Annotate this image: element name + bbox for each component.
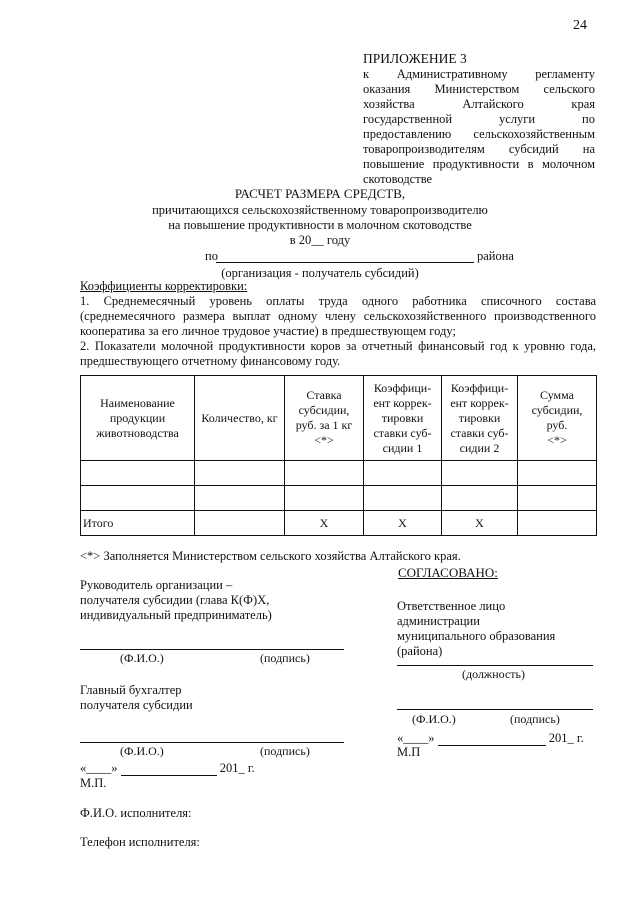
head-signature-block bbox=[80, 578, 360, 623]
table-row bbox=[81, 486, 597, 511]
responsible-date-month-line[interactable] bbox=[438, 733, 546, 746]
responsible-line-2: администрации bbox=[397, 614, 480, 628]
responsible-line-1: Ответственное лицо bbox=[397, 599, 506, 613]
table-cell[interactable] bbox=[442, 486, 518, 511]
organization-fill-line[interactable] bbox=[216, 262, 474, 263]
coefficients-heading: Коэффициенты корректировки: bbox=[80, 279, 248, 293]
table-cell[interactable] bbox=[364, 461, 442, 486]
table-cell[interactable] bbox=[442, 461, 518, 486]
organization-line bbox=[0, 249, 640, 265]
responsible-sign-label: (подпись) bbox=[510, 712, 560, 726]
executor-phone-label: Телефон исполнителя: bbox=[80, 835, 200, 849]
table-header-row bbox=[81, 376, 597, 461]
table-cell[interactable] bbox=[195, 486, 285, 511]
head-line-3: индивидуальный предприниматель) bbox=[80, 608, 272, 622]
accountant-line-1: Главный бухгалтер bbox=[80, 683, 182, 697]
header-quantity: Количество, кг bbox=[195, 376, 285, 461]
accountant-block bbox=[80, 683, 340, 713]
coefficients-list bbox=[80, 294, 596, 369]
calculation-title-year: в 20__ году bbox=[289, 233, 351, 247]
table-cell[interactable] bbox=[285, 486, 364, 511]
table-cell[interactable] bbox=[518, 461, 597, 486]
responsible-block bbox=[397, 599, 597, 659]
table-cell[interactable] bbox=[81, 486, 195, 511]
header-coef-1: Коэффици- ент коррек- тировки ставки суб- сидии 1 bbox=[364, 376, 442, 461]
header-product: Наименование продукции животноводства bbox=[81, 376, 195, 461]
table-total-row bbox=[81, 511, 597, 536]
position-label: (должность) bbox=[462, 667, 525, 681]
head-line-1: Руководитель организации – bbox=[80, 578, 233, 592]
table-cell[interactable] bbox=[285, 461, 364, 486]
total-coef2-cell: X bbox=[442, 511, 518, 536]
total-coef1-cell: X bbox=[364, 511, 442, 536]
total-rate-cell: X bbox=[285, 511, 364, 536]
appendix-text: к Административному регламенту оказания Министерством сельского хозяйства Алтайского края государственной услуги по предоставлению сельскохозяйственным товаропроизводителям субсидий на повышение продуктивности в молочном скотоводстве bbox=[363, 67, 595, 186]
appendix-block bbox=[363, 51, 595, 187]
head-fio-label: (Ф.И.О.) bbox=[120, 651, 164, 665]
accountant-sign-label: (подпись) bbox=[260, 744, 310, 758]
coefficient-item-1: 1. Среднемесячный уровень оплаты труда одного работника списочного состава (среднемесячного размера выплат одному члену сельскохозяйственного производственного кооператива за его личное трудовое участие) в предшествующем году; bbox=[80, 294, 596, 338]
rayon-label: района bbox=[477, 249, 514, 263]
accountant-fio-label: (Ф.И.О.) bbox=[120, 744, 164, 758]
calculation-title bbox=[0, 186, 640, 248]
responsible-stamp-label: М.П bbox=[397, 745, 421, 759]
position-fill-line[interactable] bbox=[397, 665, 593, 666]
table-row bbox=[81, 461, 597, 486]
header-coef-2: Коэффици- ент коррек- тировки ставки суб- сидии 2 bbox=[442, 376, 518, 461]
subsidy-table bbox=[80, 375, 597, 536]
head-signature-line[interactable] bbox=[80, 649, 344, 650]
executor-fio-label: Ф.И.О. исполнителя: bbox=[80, 806, 192, 820]
header-sum: Сумма субсидии, руб. <*> bbox=[518, 376, 597, 461]
total-quantity-cell[interactable] bbox=[195, 511, 285, 536]
head-line-2: получателя субсидии (глава К(Ф)Х, bbox=[80, 593, 270, 607]
total-sum-cell[interactable] bbox=[518, 511, 597, 536]
responsible-fio-label: (Ф.И.О.) bbox=[412, 712, 456, 726]
total-label: Итого bbox=[81, 511, 195, 536]
head-sign-label: (подпись) bbox=[260, 651, 310, 665]
accountant-line-2: получателя субсидии bbox=[80, 698, 193, 712]
responsible-date: «____» 201_ г. bbox=[397, 731, 584, 745]
responsible-line-4: (района) bbox=[397, 644, 443, 658]
responsible-signature-line[interactable] bbox=[397, 709, 593, 710]
table-cell[interactable] bbox=[195, 461, 285, 486]
table-cell[interactable] bbox=[518, 486, 597, 511]
organization-hint: (организация - получатель субсидий) bbox=[221, 266, 419, 280]
accountant-date-month-line[interactable] bbox=[121, 763, 217, 776]
responsible-line-3: муниципального образования bbox=[397, 629, 556, 643]
appendix-title: ПРИЛОЖЕНИЕ 3 bbox=[363, 51, 467, 66]
table-cell[interactable] bbox=[364, 486, 442, 511]
po-label: по bbox=[205, 249, 218, 263]
agreed-label: СОГЛАСОВАНО: bbox=[398, 565, 498, 580]
accountant-signature-line[interactable] bbox=[80, 742, 344, 743]
calculation-title-main: РАСЧЕТ РАЗМЕРА СРЕДСТВ, bbox=[234, 186, 406, 201]
header-rate: Ставка субсидии, руб. за 1 кг <*> bbox=[285, 376, 364, 461]
page-number: 24 bbox=[573, 18, 587, 33]
accountant-date: «____» 201_ г. bbox=[80, 761, 255, 775]
table-cell[interactable] bbox=[81, 461, 195, 486]
coefficient-item-2: 2. Показатели молочной продуктивности коров за отчетный финансовый год к уровню года, предшествующего отчетному финансовому году. bbox=[80, 339, 596, 368]
calculation-title-line3: на повышение продуктивности в молочном скотоводстве bbox=[168, 218, 472, 232]
accountant-stamp-label: М.П. bbox=[80, 776, 107, 790]
footnote: <*> Заполняется Министерством сельского хозяйства Алтайского края. bbox=[80, 549, 461, 563]
calculation-title-line2: причитающихся сельскохозяйственному товаропроизводителю bbox=[152, 203, 488, 217]
